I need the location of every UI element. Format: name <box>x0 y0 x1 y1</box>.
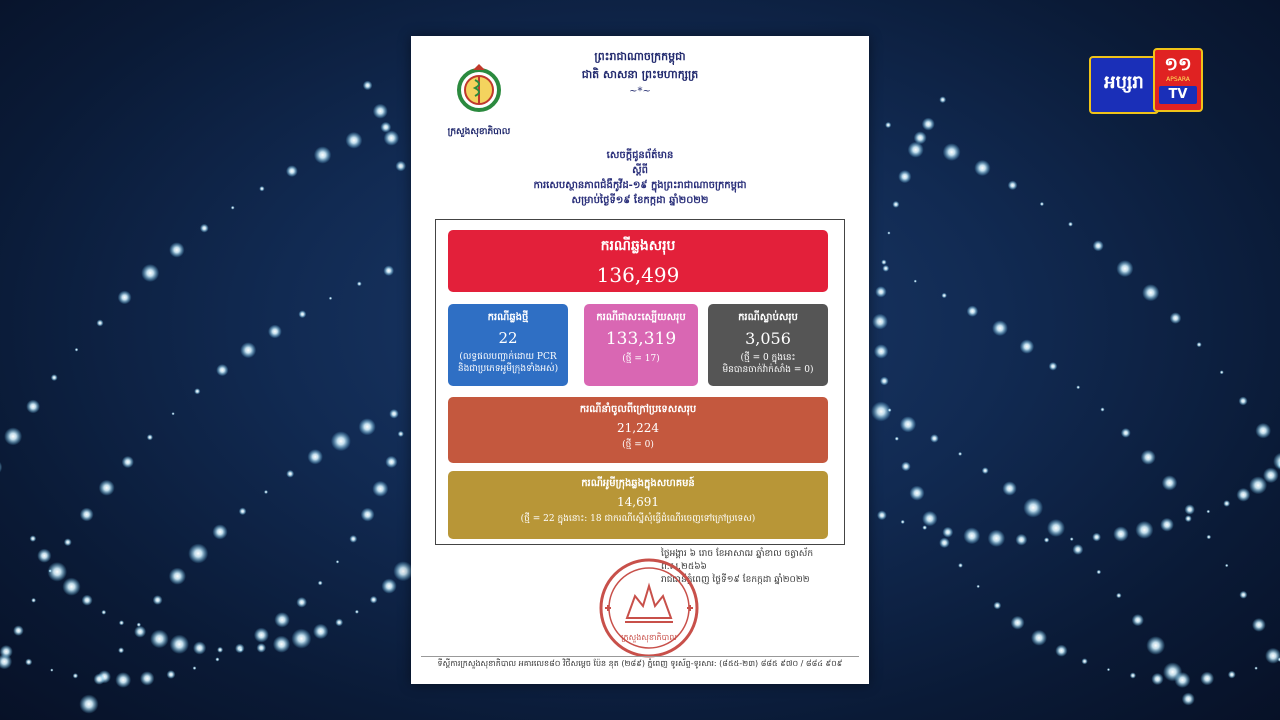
background-dot <box>212 524 227 539</box>
background-dot <box>1252 618 1266 632</box>
imported-cases-note: (ថ្មី = 0) <box>622 440 654 450</box>
background-dot <box>346 132 363 149</box>
background-dot <box>1044 537 1049 542</box>
deaths-note-line-2: មិនបានចាក់វ៉ាក់សាំង = 0) <box>722 365 814 375</box>
total-cases-value: 136,499 <box>596 263 680 287</box>
background-dot <box>239 508 247 516</box>
official-seal-icon <box>597 556 701 660</box>
background-dot <box>51 374 58 381</box>
background-dot <box>1082 658 1088 664</box>
background-dot <box>1249 476 1267 494</box>
background-dot <box>910 486 925 501</box>
background-dot <box>1141 450 1156 465</box>
release-heading <box>411 148 869 208</box>
background-dot <box>188 544 208 564</box>
background-dot <box>101 610 106 615</box>
background-dot <box>134 626 146 638</box>
background-dot <box>73 673 78 678</box>
background-dot <box>914 280 917 283</box>
background-dot <box>231 206 235 210</box>
background-dot <box>389 409 399 419</box>
imported-cases-value: 21,224 <box>617 421 659 435</box>
background-dot <box>313 624 328 639</box>
background-dot <box>215 657 219 661</box>
background-dot <box>259 186 264 191</box>
background-dot <box>299 310 307 318</box>
heading-line-4: សម្រាប់ថ្ងៃទី១៩ ខែកក្កដា ឆ្នាំ២០២២ <box>571 195 709 206</box>
heading-line-3: ការសេបស្ថានភាពជំងឺកូវីដ-១៩ ក្នុងព្រះរាជាណាចក្រកម្ពុជា <box>533 180 747 191</box>
background-dot <box>1207 535 1212 540</box>
background-dot <box>308 449 323 464</box>
new-cases-title: ករណីឆ្លងថ្មី <box>487 312 529 323</box>
background-dot <box>273 636 290 653</box>
background-dot <box>80 508 94 522</box>
recovered-title: ករណីជាសះស្បើយសរុប <box>596 312 686 323</box>
background-dot <box>1142 284 1159 301</box>
local-omicron-box <box>448 471 828 539</box>
heading-line-2: ស្ដីពី <box>632 165 648 176</box>
background-dot <box>922 525 927 530</box>
background-dot <box>1239 591 1247 599</box>
background-dot <box>373 104 388 119</box>
background-dot <box>1055 645 1067 657</box>
deaths-value: 3,056 <box>745 329 791 348</box>
background-dot <box>1016 534 1028 546</box>
background-dot <box>286 165 298 177</box>
recovered-value: 133,319 <box>605 329 677 349</box>
background-dot <box>1097 570 1102 575</box>
background-dot <box>335 619 343 627</box>
background-dot <box>988 530 1005 547</box>
background-dot <box>992 320 1008 336</box>
background-dot <box>1146 636 1165 655</box>
background-dot <box>1197 342 1202 347</box>
background-dot <box>4 427 22 445</box>
new-cases-value: 22 <box>498 329 518 347</box>
seal-text: ក្រសួងសុខាភិបាល <box>621 633 677 642</box>
background-dot <box>118 291 132 305</box>
background-dot <box>1255 423 1271 439</box>
background-dot <box>115 672 131 688</box>
background-dot <box>898 170 911 183</box>
new-cases-note-line-2: និងជាប្រភេទអូមីក្រុងទាំងអស់) <box>457 364 559 374</box>
background-dot <box>1040 202 1044 206</box>
background-dot <box>930 434 939 443</box>
background-dot <box>385 456 397 468</box>
imported-cases-title: ករណីនាំចូលពីក្រៅប្រទេសសរុប <box>579 404 697 415</box>
background-dot <box>147 434 153 440</box>
background-dot <box>296 597 307 608</box>
background-dot <box>943 143 961 161</box>
background-dot <box>153 595 163 605</box>
background-dot <box>194 388 200 394</box>
deaths-note <box>708 352 828 376</box>
total-cases-box <box>448 230 828 292</box>
new-cases-box <box>448 304 568 386</box>
background-dot <box>75 348 79 352</box>
background-dot <box>963 527 980 544</box>
background-dot <box>958 452 962 456</box>
background-dot <box>1162 475 1177 490</box>
background-dot <box>50 669 53 672</box>
background-dot <box>172 412 175 415</box>
background-dot <box>372 481 388 497</box>
background-dot <box>193 666 197 670</box>
background-dot <box>1170 312 1182 324</box>
background-dot <box>239 648 243 652</box>
background-dot <box>882 265 889 272</box>
background-dot <box>885 122 891 128</box>
background-dot <box>122 456 134 468</box>
background-dot <box>1031 630 1047 646</box>
background-dot <box>398 431 404 437</box>
background-dot <box>264 490 268 494</box>
background-dot <box>895 437 899 441</box>
background-dot <box>1207 510 1211 514</box>
lunar-date: ថ្ងៃអង្គារ ៦ រោច ខែអាសាឍ ឆ្នាំខាល ចត្វាស័ក ព.ស.២៥៦៦ <box>661 549 814 572</box>
background-dot <box>901 462 911 472</box>
background-dot <box>318 581 323 586</box>
background-dot <box>1239 397 1248 406</box>
background-dot <box>1070 537 1074 541</box>
background-dot <box>286 470 294 478</box>
background-dot <box>1228 671 1236 679</box>
background-dot <box>1076 385 1080 389</box>
background-dot <box>982 467 989 474</box>
background-dot <box>370 596 378 604</box>
background-dot <box>99 480 115 496</box>
background-dot <box>1225 564 1228 567</box>
background-dot <box>881 260 886 265</box>
local-omicron-title: ករណីអូមីក្រុងឆ្លងក្នុងសហគមន៍ <box>581 478 695 489</box>
background-dot <box>141 264 159 282</box>
background-dot <box>0 645 13 658</box>
background-dot <box>1121 428 1131 438</box>
background-dot <box>1220 370 1224 374</box>
background-dot <box>384 130 399 145</box>
background-dot <box>901 520 905 524</box>
background-dot <box>37 549 51 563</box>
background-dot <box>1182 693 1195 706</box>
motto-ornament: ~*~ <box>629 86 651 97</box>
background-dot <box>892 201 899 208</box>
footer-address: ទីស្តីការក្រសួងសុខាភិបាល អគារលេខ៨០ វិថីសម្តេច ប៉ែន នុត (២៨៩) ភ្នំពេញ ទូរស័ព្ទ-ទូរសារ: (៨៥៥-២៣) ៨៨៥ ៩៧០ / ៨៨៤ ៩០៩ <box>437 659 843 668</box>
background-dot <box>1160 518 1174 532</box>
heading-line-1: សេចក្ដីជូនព័ត៌មាន <box>606 150 674 161</box>
kingdom-title: ព្រះរាជាណាចក្រកម្ពុជា <box>594 50 686 63</box>
background-dot <box>875 286 886 297</box>
background-dot <box>382 579 397 594</box>
logo-subtitle: APSARA <box>1166 76 1190 83</box>
background-dot <box>1092 533 1101 542</box>
background-dot <box>64 538 72 546</box>
background-dot <box>257 643 267 653</box>
background-dot <box>908 142 924 158</box>
background-dot <box>291 629 311 649</box>
background-dot <box>361 508 375 522</box>
deaths-title: ករណីស្លាប់សរុប <box>738 312 798 323</box>
national-motto: ជាតិ សាសនា ព្រះមហាក្សត្រ <box>581 68 699 81</box>
background-dot <box>336 560 339 563</box>
background-dot <box>359 418 376 435</box>
background-dot <box>942 293 947 298</box>
background-dot <box>977 585 980 588</box>
background-dot <box>1116 593 1121 598</box>
background-dot <box>1185 504 1195 514</box>
background-dot <box>1185 515 1192 522</box>
background-dot <box>922 511 937 526</box>
background-dot <box>1068 222 1073 227</box>
background-dot <box>331 431 351 451</box>
background-dot <box>355 610 359 614</box>
background-dot <box>118 647 124 653</box>
background-dot <box>1200 672 1214 686</box>
background-dot <box>1008 181 1018 191</box>
background-dot <box>872 314 888 330</box>
background-dot <box>217 647 223 653</box>
apsara-tv-logo <box>1089 44 1199 110</box>
background-dot <box>363 81 373 91</box>
background-dot <box>13 625 24 636</box>
background-dot <box>967 306 978 317</box>
background-dot <box>62 578 80 596</box>
new-cases-note <box>448 351 568 375</box>
background-dot <box>150 630 169 649</box>
background-dot <box>1107 668 1110 671</box>
background-dot <box>30 535 37 542</box>
background-dot <box>169 568 186 585</box>
statistics-frame <box>435 219 845 545</box>
background-dot <box>1049 362 1058 371</box>
background-dot <box>1023 498 1043 518</box>
background-dot <box>240 342 256 358</box>
background-dot <box>357 281 362 286</box>
background-dot <box>1113 526 1128 541</box>
background-dot <box>922 118 935 131</box>
background-dot <box>1151 673 1163 685</box>
background-dot <box>1002 481 1016 495</box>
recovered-note: (ថ្មី = 17) <box>622 354 660 364</box>
background-dot <box>79 695 98 714</box>
background-dot <box>877 510 887 520</box>
recovered-box <box>584 304 698 386</box>
background-dot <box>888 408 892 412</box>
background-dot <box>880 377 889 386</box>
background-dot <box>939 538 950 549</box>
background-dot <box>97 320 104 327</box>
background-dot <box>1135 521 1153 539</box>
background-dot <box>169 242 184 257</box>
ministry-name: ក្រសួងសុខាភិបាល <box>447 127 511 137</box>
background-dot <box>254 628 269 643</box>
gregorian-date: រាជធានីភ្នំពេញ ថ្ងៃទី១៩ ខែកក្កដា ឆ្នាំ២០២២ <box>661 575 810 585</box>
background-dot <box>1223 500 1230 507</box>
background-dot <box>1265 648 1280 664</box>
logo-tv-label: TV <box>1159 86 1197 104</box>
background-dot <box>1237 488 1251 502</box>
background-dot <box>1020 339 1034 353</box>
background-dot <box>94 673 105 684</box>
background-dot <box>874 344 888 358</box>
background-dot <box>1130 672 1136 678</box>
background-dot <box>167 670 176 679</box>
background-dot <box>82 595 93 606</box>
background-dot <box>349 535 357 543</box>
background-dot <box>1132 614 1144 626</box>
imported-cases-box <box>448 397 828 463</box>
logo-channel-box <box>1153 48 1203 112</box>
background-dot <box>31 598 36 603</box>
background-dot <box>140 671 154 685</box>
background-dot <box>47 562 67 582</box>
background-dot <box>25 659 32 666</box>
background-dot <box>0 459 2 475</box>
deaths-box <box>708 304 828 386</box>
background-dot <box>1116 260 1133 277</box>
background-dot <box>119 620 124 625</box>
background-dot <box>1093 240 1104 251</box>
background-dot <box>958 563 963 568</box>
footer-divider <box>421 656 859 657</box>
ministry-emblem-icon <box>453 62 505 122</box>
background-dot <box>193 641 206 654</box>
background-dot <box>216 364 228 376</box>
background-dot <box>26 400 40 414</box>
background-dot <box>939 96 946 103</box>
background-dot <box>974 160 990 176</box>
logo-channel-number: ១១ <box>1164 54 1192 75</box>
background-dot <box>1174 672 1190 688</box>
background-dot <box>170 635 189 654</box>
total-cases-title: ករណីឆ្លងសរុប <box>600 238 676 254</box>
background-dot <box>871 402 891 422</box>
background-dot <box>900 416 916 432</box>
background-dot <box>268 325 282 339</box>
background-dot <box>1011 616 1025 630</box>
local-omicron-value: 14,691 <box>617 495 659 509</box>
background-dot <box>1047 519 1065 537</box>
background-dot <box>274 612 289 627</box>
deaths-note-line-1: (ថ្មី = 0 ក្នុងនេះ <box>740 353 796 363</box>
background-dot <box>942 527 953 538</box>
background-dot <box>1073 544 1084 555</box>
press-release-document <box>411 36 869 684</box>
background-dot <box>993 602 1001 610</box>
background-dot <box>1100 407 1104 411</box>
background-dot <box>383 265 394 276</box>
background-dot <box>1254 667 1257 670</box>
background-dot <box>329 297 332 300</box>
background-dot <box>200 224 209 233</box>
new-cases-note-line-1: (លទ្ធផលបញ្ជាក់ដោយ PCR <box>459 352 557 362</box>
background-dot <box>887 231 890 234</box>
background-dot <box>314 146 331 163</box>
logo-brand-text: អប្សរា <box>1089 56 1159 114</box>
background-dot <box>396 161 407 172</box>
local-omicron-note: (ថ្មី = 22 ក្នុងនោះ: 18 ជាករណីស្នើសុំធ្វើដំណើរចេញទៅក្រៅប្រទេស) <box>520 514 756 524</box>
